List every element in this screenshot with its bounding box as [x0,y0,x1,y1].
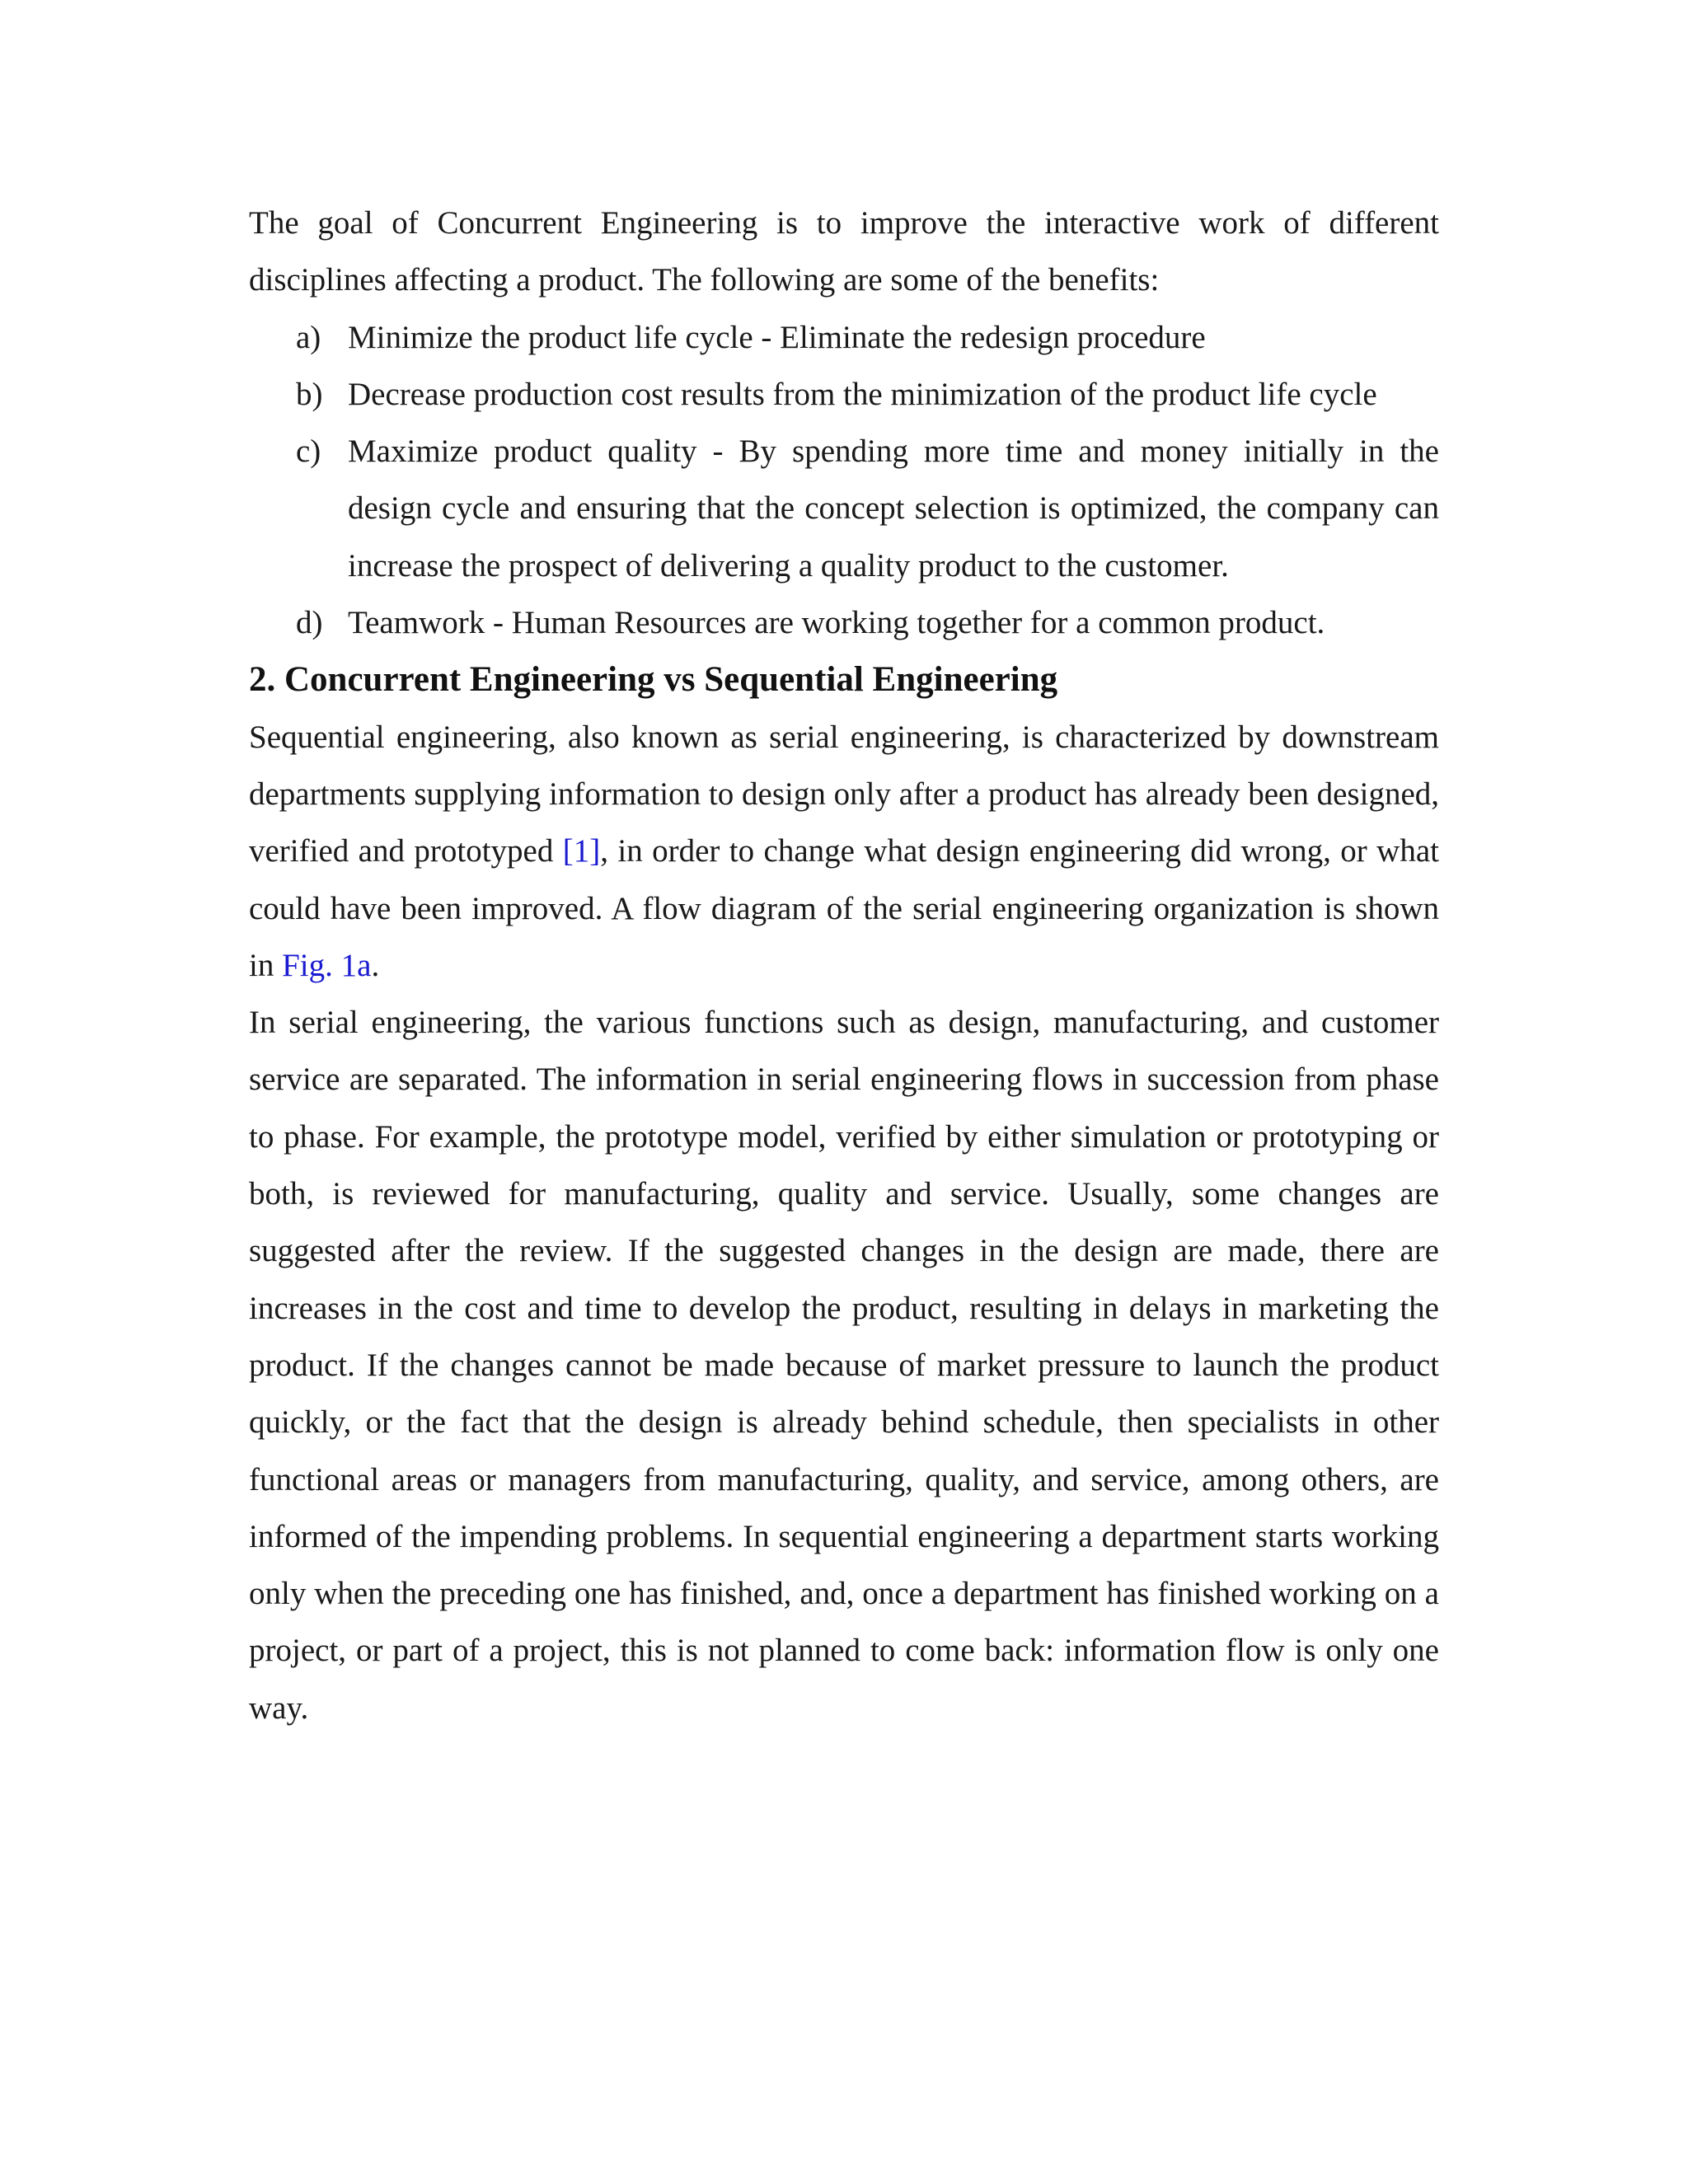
intro-paragraph: The goal of Concurrent Engineering is to improve the interactive work of different disciplines affecting a product. The following are some of the benefits: [249,205,1439,298]
list-item [249,309,1439,366]
list-item-marker: c) [296,434,321,470]
figure-link[interactable]: Fig. 1a [282,947,372,983]
serial-engineering-paragraph: In serial engineering, the various functions such as design, manufacturing, and customer service are separated. The information in serial engineering flows in succession from phase to phase. For example, the prototype model, verified by either simulation or prototyping or both, is reviewed for manufacturing, quality and service. Usually, some changes are suggested after the review. If the suggested changes in the design are made, there are increases in the cost and time to develop the product, resulting in delays in marketing the product. If the changes cannot be made because of market pressure to launch the product quickly, or the fact that the design is already behind schedule, then specialists in other functional areas or managers from manufacturing, quality, and service, among others, are informed of the impending problems. In sequential engineering a department starts working only when the preceding one has finished, and, once a department has finished working on a project, or part of a project, this is not planned to come back: information flow is only one way. [249,1005,1439,1726]
list-item [249,423,1439,594]
list-item-text: Decrease production cost results from the minimization of the product life cycle [348,376,1377,412]
paragraph-text: Sequential engineering, also known as serial engineering, is characterized by downstream departments supplying information to design only after a product has already been designed, verified and prototyped [249,719,1439,869]
list-item-text: Teamwork - Human Resources are working together for a common product. [348,605,1325,641]
citation-link[interactable]: [1] [562,833,601,869]
list-item-text: Maximize product quality - By spending more time and money initially in the design cycle and ensuring that the concept selection is optimized, the company can increase the prospect of delivering a quality product to the customer. [348,434,1439,583]
section-heading: 2. Concurrent Engineering vs Sequential Engineering [249,660,1058,700]
list-item-text: Minimize the product life cycle - Eliminate the redesign procedure [348,319,1206,355]
list-item-marker: a) [296,319,321,355]
list-item [249,594,1439,651]
paragraph-text: . [371,947,380,983]
page-body [249,194,1439,1736]
list-item-marker: d) [296,605,323,641]
benefits-list [249,309,1439,652]
list-item-marker: b) [296,376,323,412]
sequential-definition-paragraph [249,709,1439,994]
paragraph-text: , in order to change what design engineering did wrong, or what could have been improved. A flow diagram of the serial engineering organization is shown in [249,833,1439,983]
list-item [249,366,1439,423]
